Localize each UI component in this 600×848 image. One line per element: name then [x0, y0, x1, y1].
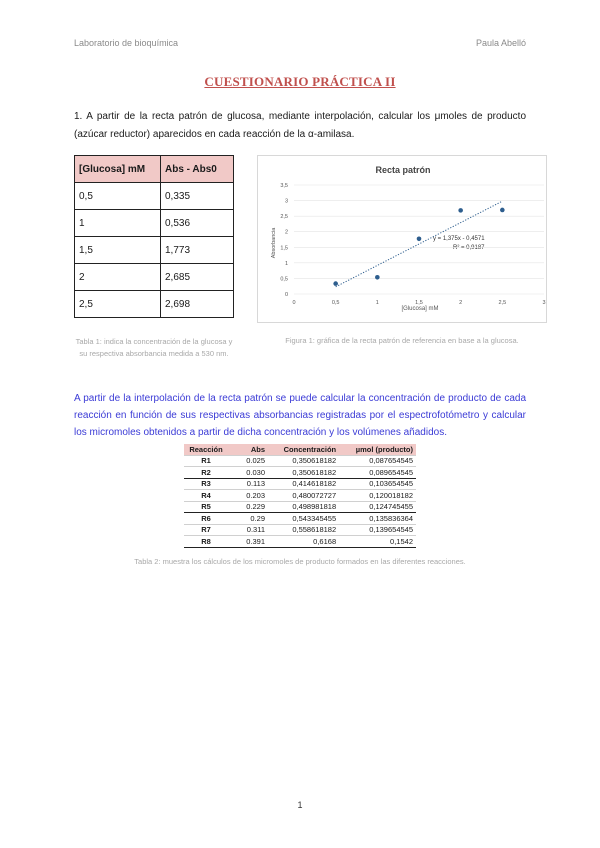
chart-data-point	[500, 208, 505, 213]
standard-table-header	[75, 156, 234, 183]
chart-svg	[258, 156, 548, 324]
chart-ytick-label: 1,5	[280, 245, 288, 252]
chart-title: Recta patrón	[375, 165, 431, 175]
cell-conc: 0,350618182	[268, 455, 339, 467]
cell-umol: 0,089654545	[339, 467, 416, 479]
cell-conc: 1	[75, 210, 161, 237]
chart-equation: y = 1,375x - 0,4571	[433, 236, 485, 242]
header-glucosa: [Glucosa] mM	[75, 156, 161, 183]
page-title: CUESTIONARIO PRÁCTICA II	[204, 74, 396, 89]
chart-xlabel: [Glucosa] mM	[401, 306, 439, 312]
cell-umol: 0,135836364	[339, 513, 416, 525]
cell-abs: 0,536	[161, 210, 234, 237]
table-row	[75, 264, 234, 291]
cell-reaction: R4	[184, 490, 228, 502]
cell-reaction: R3	[184, 478, 228, 490]
cell-umol: 0,1542	[339, 536, 416, 548]
calibration-chart	[257, 155, 547, 323]
header-abs: Abs - Abs0	[161, 156, 234, 183]
question-1: 1. A partir de la recta patrón de glucosa, mediante interpolación, calcular los μmoles de producto (azúcar reductor) aparecidos en cada reacción de la α-amilasa.	[74, 111, 526, 140]
cell-conc: 0,543345455	[268, 513, 339, 525]
table-row	[184, 524, 416, 536]
chart-ylabel: Absorbancia	[271, 227, 277, 259]
cell-abs: 0.391	[228, 536, 268, 548]
header-left: Laboratorio de bioquímica	[74, 38, 179, 48]
cell-conc: 0,480072727	[268, 490, 339, 502]
cell-conc: 0,5	[75, 183, 161, 210]
cell-abs: 0,335	[161, 183, 234, 210]
chart-ytick-label: 2	[284, 229, 288, 236]
cell-abs: 0.025	[228, 455, 268, 467]
header-right: Paula Abelló	[475, 38, 526, 48]
cell-umol: 0,124745455	[339, 501, 416, 513]
calculation-table	[184, 444, 416, 548]
chart-ytick-label: 1	[284, 260, 288, 267]
table-row	[184, 478, 416, 490]
chart-xtick-label: 0	[292, 300, 296, 306]
table-row	[75, 291, 234, 318]
table-row	[184, 490, 416, 502]
cell-abs: 2,685	[161, 264, 234, 291]
table-1-caption: Tabla 1: indica la concentración de la glucosa y su respectiva absorbancia medida a 530 nm.	[75, 337, 233, 358]
cell-umol: 0,087654545	[339, 455, 416, 467]
chart-data-point	[333, 281, 338, 286]
table-row	[184, 536, 416, 548]
table-row	[75, 237, 234, 264]
chart-ytick-label: 3,5	[280, 183, 288, 189]
cell-conc: 2,5	[75, 291, 161, 318]
standard-table	[74, 155, 234, 318]
page-number: 1	[297, 800, 303, 810]
cell-umol: 0,103654545	[339, 478, 416, 490]
chart-ytick-label: 0,5	[280, 276, 288, 283]
cell-reaction: R1	[184, 455, 228, 467]
cell-reaction: R2	[184, 467, 228, 479]
cell-conc: 0,498981818	[268, 501, 339, 513]
cell-abs: 0.29	[228, 513, 268, 525]
interpolation-paragraph: A partir de la interpolación de la recta patrón se puede calcular la concentración de producto de cada reacción en función de sus respectivas absorbancias registradas por el espectrofotómetro y calcular los micromoles obtenidos a partir de dicha concentración y los volúmenes añadidos.	[74, 393, 526, 438]
cell-conc: 2	[75, 264, 161, 291]
cell-abs: 1,773	[161, 237, 234, 264]
cell-conc: 0,558618182	[268, 524, 339, 536]
cell-abs: 0.203	[228, 490, 268, 502]
chart-trendline	[336, 201, 503, 287]
chart-xtick-label: 0,5	[331, 300, 340, 306]
chart-r-squared: R² = 0,9187	[453, 245, 485, 251]
chart-ytick-label: 2,5	[280, 214, 288, 221]
cell-abs: 2,698	[161, 291, 234, 318]
chart-data-point	[375, 275, 380, 280]
cell-umol: 0,139654545	[339, 524, 416, 536]
cell-abs: 0.311	[228, 524, 268, 536]
chart-xtick-label: 1	[375, 300, 379, 306]
figure-1-caption: Figura 1: gráfica de la recta patrón de referencia en base a la glucosa.	[285, 336, 519, 345]
cell-conc: 0,6168	[268, 536, 339, 548]
header-umol: µmol (producto)	[339, 444, 416, 455]
cell-umol: 0,120018182	[339, 490, 416, 502]
chart-xtick-label: 3	[542, 300, 546, 306]
table-row	[184, 467, 416, 479]
cell-reaction: R6	[184, 513, 228, 525]
header-abs: Abs	[228, 444, 268, 455]
calc-table-header	[184, 444, 416, 455]
chart-data-point	[458, 208, 463, 213]
chart-xtick-label: 2	[459, 300, 463, 306]
table-row	[75, 183, 234, 210]
cell-reaction: R8	[184, 536, 228, 548]
header-reaccion: Reacción	[184, 444, 228, 455]
cell-conc: 1,5	[75, 237, 161, 264]
cell-reaction: R5	[184, 501, 228, 513]
chart-ytick-label: 3	[284, 198, 288, 205]
cell-abs: 0.113	[228, 478, 268, 490]
chart-ytick-label: 0	[284, 292, 288, 298]
chart-xtick-label: 2,5	[498, 300, 507, 306]
table-row	[184, 455, 416, 467]
table-row	[184, 513, 416, 525]
cell-abs: 0.229	[228, 501, 268, 513]
table-2-caption: Tabla 2: muestra los cálculos de los micromoles de producto formados en las diferentes reacciones.	[134, 557, 466, 566]
cell-reaction: R7	[184, 524, 228, 536]
table-row	[75, 210, 234, 237]
cell-conc: 0,350618182	[268, 467, 339, 479]
header-concentracion: Concentración	[268, 444, 339, 455]
chart-plot-area	[280, 183, 545, 306]
cell-conc: 0,414618182	[268, 478, 339, 490]
table-row	[184, 501, 416, 513]
chart-xtick-label: 1,5	[415, 300, 423, 306]
cell-abs: 0.030	[228, 467, 268, 479]
chart-data-point	[417, 236, 422, 241]
